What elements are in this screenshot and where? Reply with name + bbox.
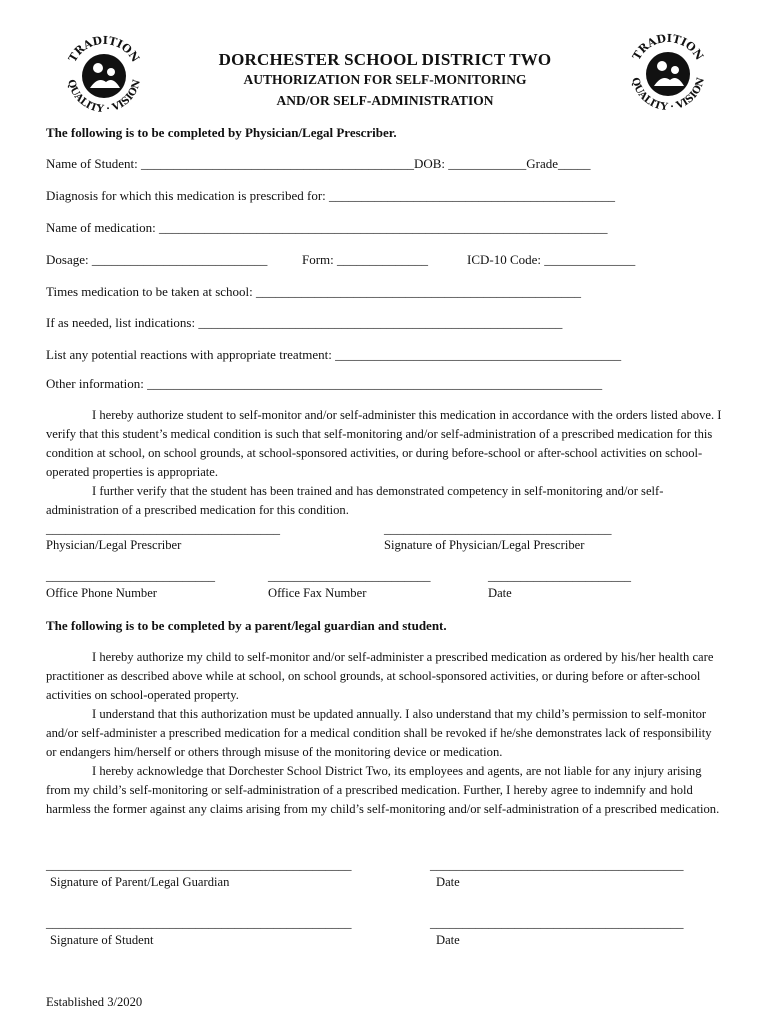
other-information-field[interactable]: Other information: ______________________________________________________________________ [46, 376, 603, 391]
icd10-code-field[interactable]: ICD-10 Code: ______________ [467, 252, 636, 267]
prescriber-signature-line[interactable]: ___________________________________ [384, 521, 612, 536]
student-signature-label: Signature of Student [50, 933, 154, 947]
guardian-signature-label: Signature of Parent/Legal Guardian [50, 875, 230, 889]
physician-authorization-paragraph: I hereby authorize student to self-monitor and/or self-administer this medication in accordance with the orders listed above. I verify that this student’s medical condition is such that self-monitoring and/or self-administration of a prescribed medication for this condition at school, on school grounds, at school-sponsored activities, or during before-school or after-school activities on school-operated properties is appropriate. [46, 408, 722, 479]
guardian-date-label: Date [436, 875, 460, 889]
student-name-dob-grade-field[interactable]: Name of Student: __________________________________________DOB: ____________Grade_____ [46, 156, 591, 171]
svg-text:QUALITY · VISION: QUALITY · VISION [629, 76, 707, 114]
svg-text:TRADITION: TRADITION [629, 31, 706, 63]
office-phone-label: Office Phone Number [46, 586, 157, 600]
student-date-line[interactable]: _______________________________________ [430, 915, 684, 930]
dosage-field[interactable]: Dosage: ___________________________ [46, 252, 268, 267]
parent-section-heading: The following is to be completed by a parent/legal guardian and student. [46, 618, 447, 633]
parent-authorization-paragraph: I hereby authorize my child to self-monitor and/or self-administer a prescribed medication as ordered by his/her health care practitioner as described above while at school, on school grounds, at school-sponsored activities, or during before or after-school activities on school-operated property. [46, 650, 714, 702]
form-title-line2: AND/OR SELF-ADMINISTRATION [276, 93, 494, 108]
physician-section-heading: The following is to be completed by Physician/Legal Prescriber. [46, 125, 397, 140]
potential-reactions-field[interactable]: List any potential reactions with appropriate treatment: ____________________________________________ [46, 347, 622, 362]
office-phone-line[interactable]: __________________________ [46, 568, 215, 583]
as-needed-indications-field[interactable]: If as needed, list indications: ________________________________________________________ [46, 315, 563, 330]
prescriber-name-line[interactable]: ____________________________________ [46, 521, 280, 536]
medication-name-field[interactable]: Name of medication: _____________________________________________________________________ [46, 220, 608, 235]
prescriber-label: Physician/Legal Prescriber [46, 538, 182, 552]
svg-text:QUALITY · VISION: QUALITY · VISION [65, 78, 143, 116]
student-date-label: Date [436, 933, 460, 947]
student-signature-line[interactable]: _______________________________________________ [46, 915, 352, 930]
prescriber-date-label: Date [488, 586, 512, 600]
diagnosis-field[interactable]: Diagnosis for which this medication is prescribed for: ____________________________________________ [46, 188, 616, 203]
times-at-school-field[interactable]: Times medication to be taken at school: __________________________________________________ [46, 284, 582, 299]
established-date: Established 3/2020 [46, 995, 143, 1009]
prescriber-signature-label: Signature of Physician/Legal Prescriber [384, 538, 585, 552]
office-fax-label: Office Fax Number [268, 586, 367, 600]
office-fax-line[interactable]: _________________________ [268, 568, 431, 583]
district-title: DORCHESTER SCHOOL DISTRICT TWO [218, 50, 552, 69]
physician-verification-paragraph: I further verify that the student has been trained and has demonstrated competency in self-monitoring and/or self-administration of a prescribed medication for this condition. [46, 484, 664, 517]
liability-paragraph: I hereby acknowledge that Dorchester School District Two, its employees and agents, are not liable for any injury arising from my child’s self-monitoring or self-administration of a prescribed medication. Further, I hereby agree to indemnify and hold harmless the former against any claims arising from my child’s self-monitoring and/or self-administration of a prescribed medication. [46, 764, 720, 816]
guardian-date-line[interactable]: _______________________________________ [430, 857, 684, 872]
prescriber-date-line[interactable]: ______________________ [488, 568, 631, 583]
svg-text:TRADITION: TRADITION [65, 33, 142, 65]
form-title-line1: AUTHORIZATION FOR SELF-MONITORING [243, 72, 527, 87]
annual-update-paragraph: I understand that this authorization must be updated annually. I also understand that my child’s permission to self-monitor and/or self-administer a prescribed medication for a medical condition shall be revoked if he/she demonstrates lack of responsibility or endangers him/herself or others through misuse of the monitoring device or medication. [46, 707, 712, 759]
form-field[interactable]: Form: ______________ [302, 252, 429, 267]
guardian-signature-line[interactable]: _______________________________________________ [46, 857, 352, 872]
